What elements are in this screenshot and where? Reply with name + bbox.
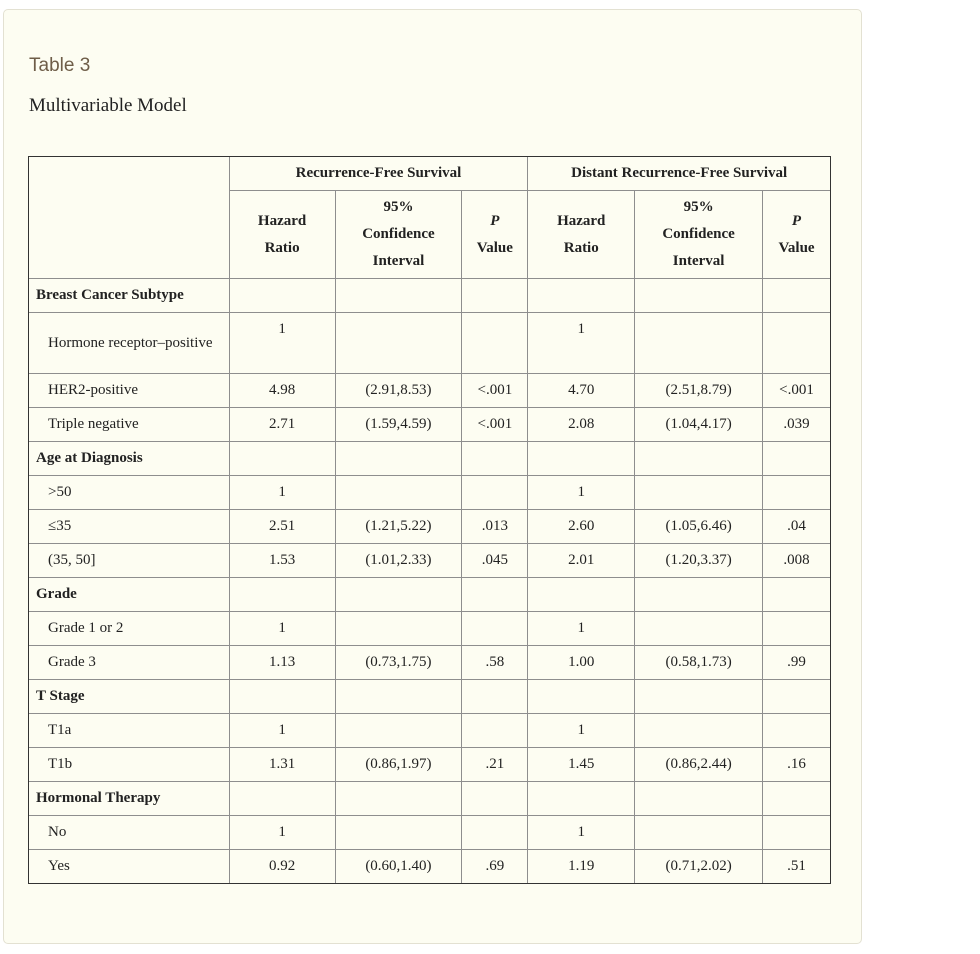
drfs-p-value-cell: .51 [763, 850, 831, 884]
drfs-p-value-cell [763, 816, 831, 850]
header-line: Hazard [257, 212, 307, 229]
empty-cell [229, 782, 335, 816]
header-line: Value [476, 239, 513, 256]
rfs-confidence-interval-cell: (2.91,8.53) [335, 374, 462, 408]
rfs-p-value-cell: .58 [462, 646, 528, 680]
row-label: Yes [29, 850, 230, 884]
empty-cell [763, 279, 831, 313]
header-line: Hazard [557, 212, 606, 229]
rfs-p-value-cell: .045 [462, 544, 528, 578]
drfs-confidence-interval-cell: (0.58,1.73) [635, 646, 763, 680]
header-line: 95% [383, 199, 414, 215]
rfs-confidence-interval-cell: (0.86,1.97) [335, 748, 462, 782]
table-row [29, 544, 831, 578]
drfs-confidence-interval-cell [635, 313, 763, 374]
header-line: Value [778, 239, 815, 256]
empty-cell [528, 578, 635, 612]
rfs-group-header: Recurrence-Free Survival [229, 157, 528, 191]
row-label: ≤35 [29, 510, 230, 544]
header-line: Ratio [264, 239, 300, 256]
empty-cell [763, 782, 831, 816]
rfs-confidence-interval-cell: (0.60,1.40) [335, 850, 462, 884]
drfs-p-value-cell: .99 [763, 646, 831, 680]
rfs-hazard-ratio-header [229, 191, 335, 279]
drfs-hazard-ratio-cell: 4.70 [528, 374, 635, 408]
table-row [29, 646, 831, 680]
row-label: >50 [29, 476, 230, 510]
drfs-hazard-ratio-header [528, 191, 635, 279]
rfs-hazard-ratio-cell: 4.98 [229, 374, 335, 408]
drfs-hazard-ratio-cell: 1.45 [528, 748, 635, 782]
rfs-confidence-interval-cell: (1.21,5.22) [335, 510, 462, 544]
empty-cell [462, 680, 528, 714]
row-label: Triple negative [29, 408, 230, 442]
drfs-p-value-cell: .16 [763, 748, 831, 782]
group-row [29, 279, 831, 313]
rfs-hazard-ratio-cell: 2.71 [229, 408, 335, 442]
header-line: P [791, 212, 802, 229]
empty-corner-cell [29, 157, 230, 279]
table-row [29, 408, 831, 442]
rfs-p-value-cell: <.001 [462, 374, 528, 408]
rfs-p-value-cell [462, 816, 528, 850]
table-row [29, 510, 831, 544]
drfs-confidence-interval-header [635, 191, 763, 279]
rfs-confidence-interval-cell: (1.59,4.59) [335, 408, 462, 442]
drfs-confidence-interval-cell: (1.20,3.37) [635, 544, 763, 578]
table-row [29, 313, 831, 374]
rfs-p-value-header [462, 191, 528, 279]
header-line: Interval [672, 253, 725, 269]
rfs-p-value-cell [462, 313, 528, 374]
empty-cell [635, 578, 763, 612]
table-row [29, 612, 831, 646]
empty-cell [528, 279, 635, 313]
empty-cell [335, 578, 462, 612]
empty-cell [462, 578, 528, 612]
empty-cell [462, 442, 528, 476]
drfs-confidence-interval-cell [635, 816, 763, 850]
drfs-hazard-ratio-cell: 1.00 [528, 646, 635, 680]
empty-cell [335, 680, 462, 714]
drfs-confidence-interval-cell: (1.04,4.17) [635, 408, 763, 442]
rfs-hazard-ratio-cell: 1 [229, 714, 335, 748]
header-line: Confidence [362, 226, 435, 242]
drfs-confidence-interval-cell: (0.71,2.02) [635, 850, 763, 884]
rfs-confidence-interval-cell: (1.01,2.33) [335, 544, 462, 578]
drfs-hazard-ratio-cell: 1.19 [528, 850, 635, 884]
rfs-confidence-interval-cell [335, 313, 462, 374]
empty-cell [763, 578, 831, 612]
header-line: Confidence [662, 226, 735, 242]
group-label: Grade [29, 578, 230, 612]
rfs-p-value-cell [462, 476, 528, 510]
rfs-hazard-ratio-cell: 1.13 [229, 646, 335, 680]
group-row [29, 782, 831, 816]
empty-cell [462, 279, 528, 313]
drfs-p-value-header [763, 191, 831, 279]
group-label: Age at Diagnosis [29, 442, 230, 476]
empty-cell [635, 442, 763, 476]
rfs-hazard-ratio-cell: 1 [229, 612, 335, 646]
drfs-confidence-interval-cell [635, 476, 763, 510]
rfs-confidence-interval-cell [335, 714, 462, 748]
empty-cell [763, 680, 831, 714]
drfs-p-value-cell [763, 714, 831, 748]
drfs-p-value-cell: .008 [763, 544, 831, 578]
rfs-hazard-ratio-cell: 1.53 [229, 544, 335, 578]
row-label: Grade 1 or 2 [29, 612, 230, 646]
rfs-confidence-interval-cell: (0.73,1.75) [335, 646, 462, 680]
group-row [29, 442, 831, 476]
empty-cell [635, 279, 763, 313]
drfs-p-value-cell: .04 [763, 510, 831, 544]
drfs-hazard-ratio-cell: 2.60 [528, 510, 635, 544]
drfs-hazard-ratio-cell: 2.01 [528, 544, 635, 578]
empty-cell [229, 442, 335, 476]
group-label: Hormonal Therapy [29, 782, 230, 816]
row-label: Grade 3 [29, 646, 230, 680]
header-line: Interval [372, 253, 425, 269]
drfs-hazard-ratio-cell: 1 [528, 816, 635, 850]
rfs-hazard-ratio-cell: 1 [229, 313, 335, 374]
group-row [29, 578, 831, 612]
rfs-hazard-ratio-cell: 2.51 [229, 510, 335, 544]
rfs-p-value-cell: .013 [462, 510, 528, 544]
empty-cell [528, 680, 635, 714]
drfs-confidence-interval-cell: (1.05,6.46) [635, 510, 763, 544]
empty-cell [335, 782, 462, 816]
row-label [29, 313, 230, 374]
row-label: (35, 50] [29, 544, 230, 578]
row-label: HER2-positive [29, 374, 230, 408]
header-line: 95% [683, 199, 714, 215]
rfs-hazard-ratio-cell: 1.31 [229, 748, 335, 782]
empty-cell [229, 680, 335, 714]
drfs-confidence-interval-cell [635, 612, 763, 646]
table-row [29, 714, 831, 748]
empty-cell [528, 442, 635, 476]
drfs-p-value-cell: .039 [763, 408, 831, 442]
drfs-p-value-cell: <.001 [763, 374, 831, 408]
empty-cell [335, 442, 462, 476]
drfs-confidence-interval-cell [635, 714, 763, 748]
row-label: T1a [29, 714, 230, 748]
empty-cell [335, 279, 462, 313]
multivariable-model-table [28, 156, 831, 884]
table-body [29, 279, 831, 884]
empty-cell [229, 279, 335, 313]
row-label-text: Hormone receptor–positive [48, 334, 213, 351]
empty-cell [763, 442, 831, 476]
drfs-hazard-ratio-cell: 1 [528, 612, 635, 646]
drfs-group-header: Distant Recurrence-Free Survival [528, 157, 831, 191]
rfs-confidence-interval-cell [335, 612, 462, 646]
group-header-row [29, 157, 831, 191]
table-row [29, 374, 831, 408]
drfs-hazard-ratio-cell: 1 [528, 313, 635, 374]
group-label: T Stage [29, 680, 230, 714]
rfs-p-value-cell [462, 612, 528, 646]
rfs-confidence-interval-cell [335, 816, 462, 850]
empty-cell [528, 782, 635, 816]
drfs-hazard-ratio-cell: 1 [528, 476, 635, 510]
rfs-hazard-ratio-cell: 0.92 [229, 850, 335, 884]
table-row [29, 816, 831, 850]
empty-cell [229, 578, 335, 612]
header-line: Ratio [563, 239, 599, 256]
table-label: Table 3 [29, 55, 91, 76]
rfs-p-value-cell [462, 714, 528, 748]
drfs-p-value-cell [763, 612, 831, 646]
empty-cell [635, 782, 763, 816]
rfs-p-value-cell: .21 [462, 748, 528, 782]
rfs-hazard-ratio-cell: 1 [229, 816, 335, 850]
row-label: T1b [29, 748, 230, 782]
header-line: P [490, 212, 500, 229]
empty-cell [635, 680, 763, 714]
group-label: Breast Cancer Subtype [29, 279, 230, 313]
drfs-hazard-ratio-cell: 2.08 [528, 408, 635, 442]
drfs-confidence-interval-cell: (0.86,2.44) [635, 748, 763, 782]
drfs-p-value-cell [763, 476, 831, 510]
empty-cell [462, 782, 528, 816]
drfs-confidence-interval-cell: (2.51,8.79) [635, 374, 763, 408]
table-caption: Multivariable Model [29, 95, 187, 116]
group-row [29, 680, 831, 714]
table-row [29, 748, 831, 782]
rfs-confidence-interval-header [335, 191, 462, 279]
row-label: No [29, 816, 230, 850]
rfs-p-value-cell: .69 [462, 850, 528, 884]
rfs-hazard-ratio-cell: 1 [229, 476, 335, 510]
rfs-confidence-interval-cell [335, 476, 462, 510]
table-row [29, 850, 831, 884]
drfs-hazard-ratio-cell: 1 [528, 714, 635, 748]
table-row [29, 476, 831, 510]
rfs-p-value-cell: <.001 [462, 408, 528, 442]
drfs-p-value-cell [763, 313, 831, 374]
